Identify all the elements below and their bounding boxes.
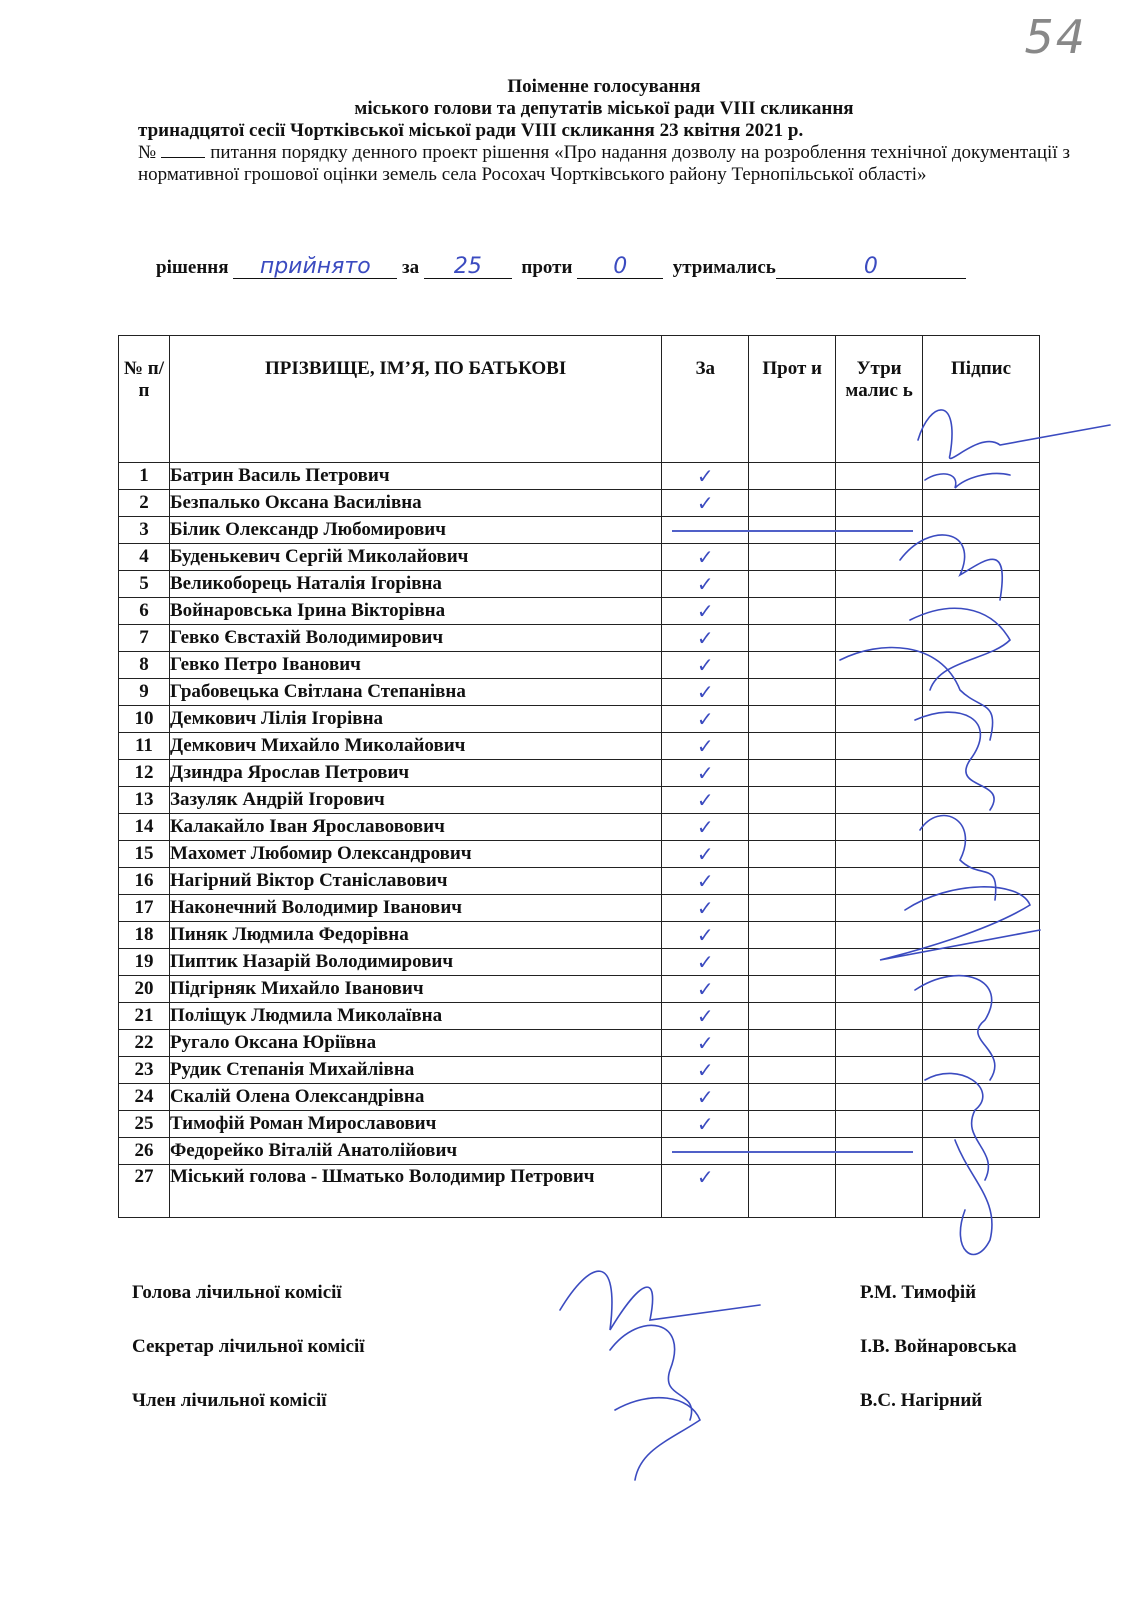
chair-role: Голова лічильної комісії [132, 1282, 342, 1303]
check-mark-icon: ✓ [696, 1058, 714, 1082]
check-mark-icon: ✓ [696, 1112, 714, 1136]
check-mark-icon: ✓ [696, 923, 714, 947]
check-mark-icon: ✓ [696, 491, 714, 515]
check-mark-icon: ✓ [696, 734, 714, 758]
member-role: Член лічильної комісії [132, 1390, 327, 1411]
document-title: Поіменне голосування [507, 76, 701, 97]
row-number: 10 [119, 706, 170, 733]
row-number: 9 [119, 679, 170, 706]
check-mark-icon: ✓ [696, 1004, 714, 1028]
row-number: 13 [119, 787, 170, 814]
abstained-count: 0 [776, 256, 966, 279]
check-mark-icon: ✓ [696, 1165, 714, 1189]
deputy-name: Безпалько Оксана Василівна [169, 490, 661, 517]
header-for: За [662, 336, 749, 463]
header-against: Прот и [749, 336, 836, 463]
deputy-name: Калакайло Іван Ярославовович [169, 814, 661, 841]
row-number: 24 [119, 1084, 170, 1111]
commission-chair-row [132, 1282, 1052, 1310]
row-number: 26 [119, 1138, 170, 1165]
check-mark-icon: ✓ [696, 653, 714, 677]
row-number: 11 [119, 733, 170, 760]
header-line-2: міського голови та депутатів міської ради VIII скликання [354, 98, 854, 119]
signature-scribble [915, 976, 995, 1080]
secretary-role: Секретар лічильної комісії [132, 1336, 365, 1357]
deputy-name: Дзиндра Ярослав Петрович [169, 760, 661, 787]
signature-scribble [915, 712, 994, 810]
deputy-name: Міський голова - Шматько Володимир Петрович [169, 1165, 661, 1218]
deputy-name: Скалій Олена Олександрівна [169, 1084, 661, 1111]
deputy-name: Рудик Степанія Михайлівна [169, 1057, 661, 1084]
row-number: 5 [119, 571, 170, 598]
check-mark-icon: ✓ [696, 599, 714, 623]
check-mark-icon: ✓ [696, 815, 714, 839]
member-name: В.С. Нагірний [860, 1390, 983, 1411]
deputy-name: Грабовецька Світлана Степанівна [169, 679, 661, 706]
check-mark-icon: ✓ [696, 950, 714, 974]
deputy-name: Батрин Василь Петрович [169, 463, 661, 490]
deputy-name: Пиняк Людмила Федорівна [169, 922, 661, 949]
deputy-name: Демкович Лілія Ігорівна [169, 706, 661, 733]
signature-scribble [925, 1073, 988, 1180]
deputy-name: Підгірняк Михайло Іванович [169, 976, 661, 1003]
check-mark-icon: ✓ [696, 788, 714, 812]
row-number: 1 [119, 463, 170, 490]
row-number: 3 [119, 517, 170, 544]
abstained-label: утримались [672, 257, 776, 278]
check-mark-icon: ✓ [696, 977, 714, 1001]
check-mark-icon: ✓ [696, 761, 714, 785]
row-number: 19 [119, 949, 170, 976]
against-count: 0 [577, 256, 663, 279]
deputy-name: Тимофій Роман Мирославович [169, 1111, 661, 1138]
signature-scribble [900, 535, 1002, 600]
check-mark-icon: ✓ [696, 626, 714, 650]
absent-dash-line [672, 530, 913, 532]
commission-secretary-row [132, 1336, 1052, 1364]
header-line-3: тринадцятої сесії Чортківської міської ради VIII скликання 23 квітня 2021 р. [138, 120, 804, 141]
row-number: 6 [119, 598, 170, 625]
deputy-name: Махомет Любомир Олександрович [169, 841, 661, 868]
deputy-name: Гевко Євстахій Володимирович [169, 625, 661, 652]
header-abstained: Утри малис ь [836, 336, 923, 463]
commission-member-row [132, 1390, 1052, 1418]
question-number-label: № [138, 142, 157, 163]
signature-scribble [918, 410, 1110, 459]
check-mark-icon: ✓ [696, 545, 714, 569]
check-mark-icon: ✓ [696, 896, 714, 920]
question-text: питання порядку денного проект рішення «Про надання дозволу на розроблення технічної документації з нормативної грошової оцінки земель села Росохач Чортківського району Тернопільської області» [138, 142, 1070, 185]
deputy-name: Білик Олександр Любомирович [169, 517, 661, 544]
row-number: 16 [119, 868, 170, 895]
decision-value: прийнято [233, 256, 397, 279]
row-number: 2 [119, 490, 170, 517]
secretary-name: І.В. Войнаровська [860, 1336, 1017, 1357]
signature-scribble [925, 473, 1010, 488]
row-number: 15 [119, 841, 170, 868]
check-mark-icon: ✓ [696, 572, 714, 596]
deputy-name: Наконечний Володимир Іванович [169, 895, 661, 922]
against-label: проти [521, 257, 573, 278]
check-mark-icon: ✓ [696, 842, 714, 866]
deputy-name: Федорейко Віталій Анатолійович [169, 1138, 661, 1165]
deputy-name: Великоборець Наталія Ігорівна [169, 571, 661, 598]
signature-scribble [840, 648, 993, 740]
chair-name: Р.М. Тимофій [860, 1282, 977, 1303]
header-num: № п/п [119, 336, 170, 463]
deputy-name: Буденькевич Сергій Миколайович [169, 544, 661, 571]
deputy-name: Поліщук Людмила Миколаївна [169, 1003, 661, 1030]
deputy-name: Нагірний Віктор Станіславович [169, 868, 661, 895]
header-name: ПРІЗВИЩЕ, ІМ’Я, ПО БАТЬКОВІ [169, 336, 661, 463]
row-number: 12 [119, 760, 170, 787]
row-number: 23 [119, 1057, 170, 1084]
signature-scribble [910, 608, 1010, 690]
deputy-name: Ругало Оксана Юріївна [169, 1030, 661, 1057]
row-number: 7 [119, 625, 170, 652]
for-label: за [402, 257, 420, 278]
deputy-name: Гевко Петро Іванович [169, 652, 661, 679]
row-number: 20 [119, 976, 170, 1003]
row-number: 27 [119, 1165, 170, 1218]
header-signature: Підпис [923, 336, 1040, 463]
row-number: 18 [119, 922, 170, 949]
for-count: 25 [424, 256, 512, 279]
row-number: 22 [119, 1030, 170, 1057]
row-number: 4 [119, 544, 170, 571]
deputy-name: Войнаровська Ірина Вікторівна [169, 598, 661, 625]
absent-dash-line [672, 1151, 913, 1153]
check-mark-icon: ✓ [696, 464, 714, 488]
row-number: 25 [119, 1111, 170, 1138]
deputy-name: Зазуляк Андрій Ігорович [169, 787, 661, 814]
check-mark-icon: ✓ [696, 869, 714, 893]
check-mark-icon: ✓ [696, 1031, 714, 1055]
check-mark-icon: ✓ [696, 707, 714, 731]
deputy-name: Пиптик Назарій Володимирович [169, 949, 661, 976]
deputy-name: Демкович Михайло Миколайович [169, 733, 661, 760]
row-number: 17 [119, 895, 170, 922]
row-number: 21 [119, 1003, 170, 1030]
handwritten-page-number: 54 [1024, 10, 1087, 64]
decision-label: рішення [156, 257, 229, 278]
check-mark-icon: ✓ [696, 680, 714, 704]
check-mark-icon: ✓ [696, 1085, 714, 1109]
signature-scribble [880, 887, 1040, 960]
row-number: 8 [119, 652, 170, 679]
row-number: 14 [119, 814, 170, 841]
